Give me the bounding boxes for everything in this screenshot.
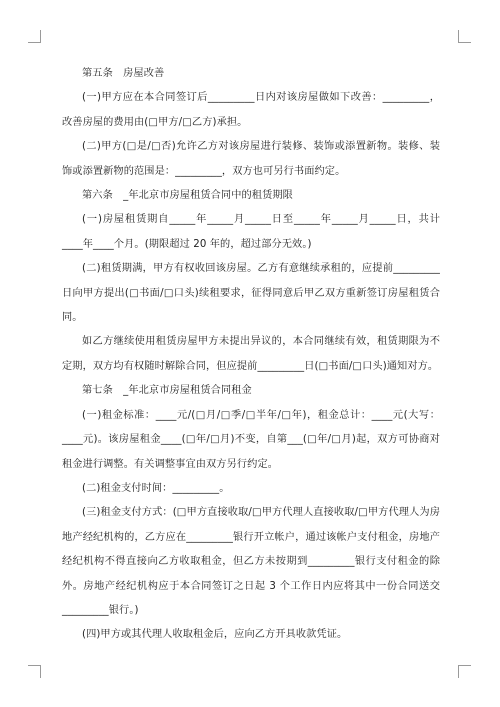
crop-mark-top-right: [458, 30, 471, 43]
document-body: [62, 62, 440, 648]
article-7-clause-2: (二)租金支付时间：_________。: [82, 482, 230, 494]
article-5-clause-2: (二)甲方(□是/□否)允许乙方对该房屋进行装修、装饰或添置新物。装修、装饰或添置新物的范围是：_________，双方也可另行书面约定。: [62, 141, 440, 177]
article-7-clause-3: (三)租金支付方式：(□甲方直接收取/□甲方代理人直接收取/□甲方代理人为房地产经纪机构的，乙方应在_________银行开立帐户，通过该帐户支付租金，房地产经纪机构不得直接向乙方收取租金，但乙方未按期到_________银行支付租金的除外。房地产经纪机构应于本合同签订之日起 3 个工作日内应将其中一份合同送交_________银行。): [62, 507, 440, 616]
crop-mark-bottom-right: [458, 665, 471, 678]
article-6-clause-2: (二)租赁期满，甲方有权收回该房屋。乙方有意继续承租的，应提前_________日向甲方提出(□书面/□口头)续租要求，征得同意后甲乙双方重新签订房屋租赁合同。: [62, 263, 440, 324]
crop-mark-bottom-left: [28, 665, 41, 678]
article-7-clause-1: (一)租金标准：____元/(□月/□季/□半年/□年)，租金总计：____元(大写：____元)。该房屋租金____(□年/□月)不变，自第___(□年/□月)起，双方可协商对租金进行调整。有关调整事宜由双方另行约定。: [62, 409, 440, 470]
article-6-clause-2-cont: 如乙方继续使用租赁房屋甲方未提出异议的，本合同继续有效，租赁期限为不定期，双方均有权随时解除合同，但应提前_________日(□书面/□口头)通知对方。: [62, 336, 440, 372]
article-5-heading: 第五条 房屋改善: [82, 68, 165, 79]
article-5-clause-1: (一)甲方应在本合同签订后_________日内对该房屋做如下改善：_________，改善房屋的费用由(□甲方/□乙方)承担。: [62, 92, 440, 128]
article-7-clause-4: (四)甲方或其代理人收取租金后，应向乙方开具收款凭证。: [82, 629, 348, 641]
article-6-heading: 第六条 _年北京市房屋租赁合同中的租赁期限: [82, 190, 293, 202]
crop-mark-top-left: [28, 30, 41, 43]
article-7-heading: 第七条 _年北京市房屋租赁合同租金: [82, 385, 252, 397]
article-6-clause-1: (一)房屋租赁期自_____年_____月_____日至_____年_____月_____日，共计____年____个月。(期限超过 20 年的，超过部分无效。): [62, 214, 440, 250]
